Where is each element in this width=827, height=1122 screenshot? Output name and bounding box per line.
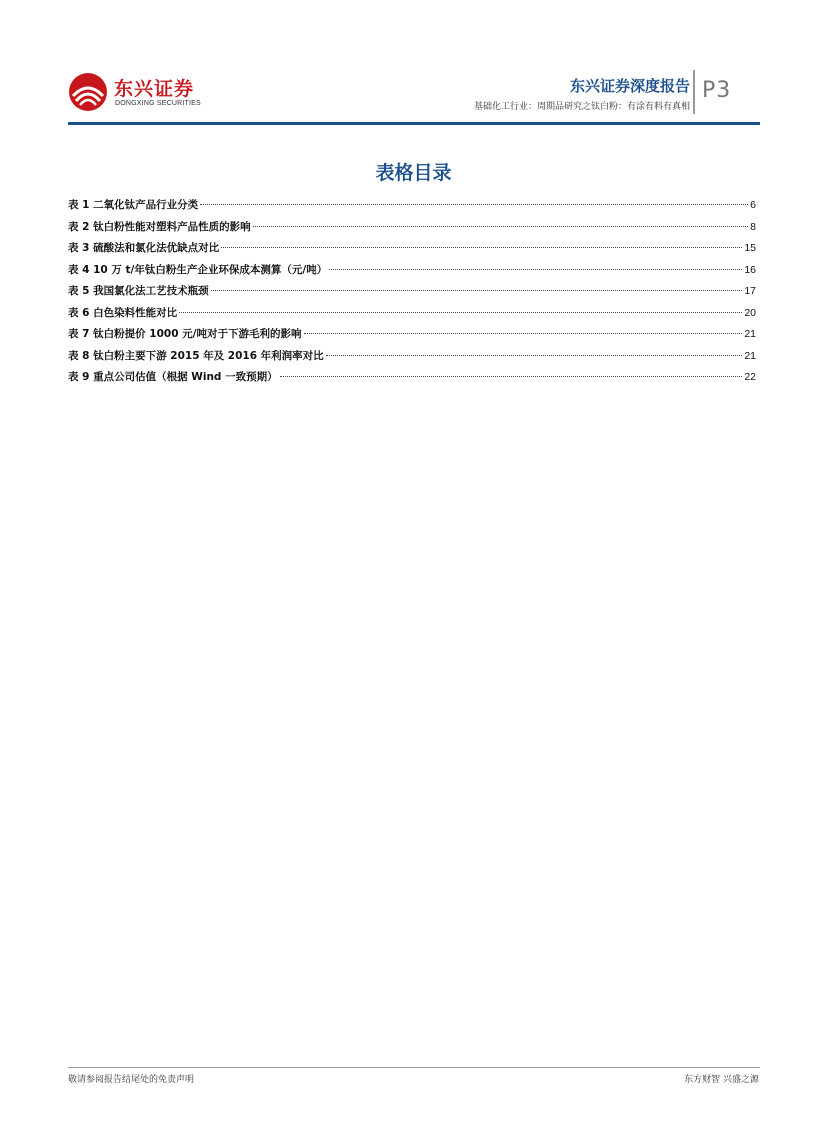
toc-entry-page: 21 bbox=[744, 328, 756, 340]
toc-entry-page: 17 bbox=[744, 285, 756, 297]
toc-entry-label: 表 1 二氧化钛产品行业分类 bbox=[68, 199, 199, 211]
toc-entry-label: 表 2 钛白粉性能对塑料产品性质的影响 bbox=[68, 220, 251, 233]
toc-leader-dots bbox=[179, 312, 742, 313]
toc-entry-page: 20 bbox=[744, 306, 756, 319]
toc-entry-label: 表 3 硫酸法和氯化法优缺点对比 bbox=[68, 242, 220, 254]
toc-leader-dots bbox=[280, 376, 743, 377]
company-logo bbox=[68, 72, 208, 116]
toc-entry-label: 表 9 重点公司估值（根据 Wind 一致预期） bbox=[68, 371, 278, 383]
toc-entry-page: 22 bbox=[744, 371, 756, 383]
toc-leader-dots bbox=[221, 247, 742, 248]
toc-leader-dots bbox=[253, 226, 749, 227]
toc-entry[interactable] bbox=[68, 240, 756, 262]
toc-entry[interactable] bbox=[68, 283, 756, 305]
toc-title: 表格目录 bbox=[375, 162, 452, 184]
page-number: P3 bbox=[702, 78, 732, 103]
report-subtitle: 基础化工行业：周期品研究之钛白粉：有涂有料有真相 bbox=[473, 102, 690, 112]
header-divider bbox=[693, 70, 695, 114]
toc-entry[interactable] bbox=[68, 369, 756, 391]
footer-disclaimer-note: 敬请参阅报告结尾处的免责声明 bbox=[68, 1075, 195, 1085]
toc-entry-page: 21 bbox=[744, 349, 756, 362]
toc-entry[interactable] bbox=[68, 348, 756, 370]
toc-entry-label: 表 4 10 万 t/年钛白粉生产企业环保成本测算（元/吨） bbox=[68, 263, 328, 276]
logo-english-name: DONGXING SECURITIES bbox=[115, 100, 201, 107]
toc-leader-dots bbox=[304, 333, 743, 334]
toc-entry[interactable] bbox=[68, 305, 756, 327]
toc-leader-dots bbox=[329, 269, 742, 270]
toc-entry-label: 表 8 钛白粉主要下游 2015 年及 2016 年利润率对比 bbox=[68, 349, 324, 362]
toc-entry-page: 8 bbox=[750, 220, 756, 233]
toc-entry-label: 表 5 我国氯化法工艺技术瓶颈 bbox=[68, 285, 209, 297]
dongxing-logo-icon bbox=[68, 72, 108, 112]
toc-entry-page: 6 bbox=[750, 199, 756, 211]
toc-entry-page: 16 bbox=[744, 263, 756, 276]
page-header bbox=[68, 68, 760, 128]
toc-leader-dots bbox=[200, 204, 748, 205]
table-of-tables bbox=[68, 197, 756, 391]
toc-entry[interactable] bbox=[68, 219, 756, 241]
toc-entry[interactable] bbox=[68, 262, 756, 284]
toc-leader-dots bbox=[211, 290, 743, 291]
toc-leader-dots bbox=[326, 355, 743, 356]
toc-entry-label: 表 6 白色染料性能对比 bbox=[68, 306, 178, 319]
toc-entry[interactable] bbox=[68, 197, 756, 219]
footer-rule bbox=[68, 1067, 760, 1068]
report-title: 东兴证券深度报告 bbox=[569, 77, 690, 95]
toc-entry-label: 表 7 钛白粉提价 1000 元/吨对于下游毛利的影响 bbox=[68, 328, 302, 340]
header-rule bbox=[68, 122, 760, 125]
logo-chinese-name: 东兴证券 bbox=[114, 78, 195, 100]
toc-entry[interactable] bbox=[68, 326, 756, 348]
footer-slogan: 东方财智 兴盛之源 bbox=[684, 1075, 759, 1085]
toc-entry-page: 15 bbox=[744, 242, 756, 254]
